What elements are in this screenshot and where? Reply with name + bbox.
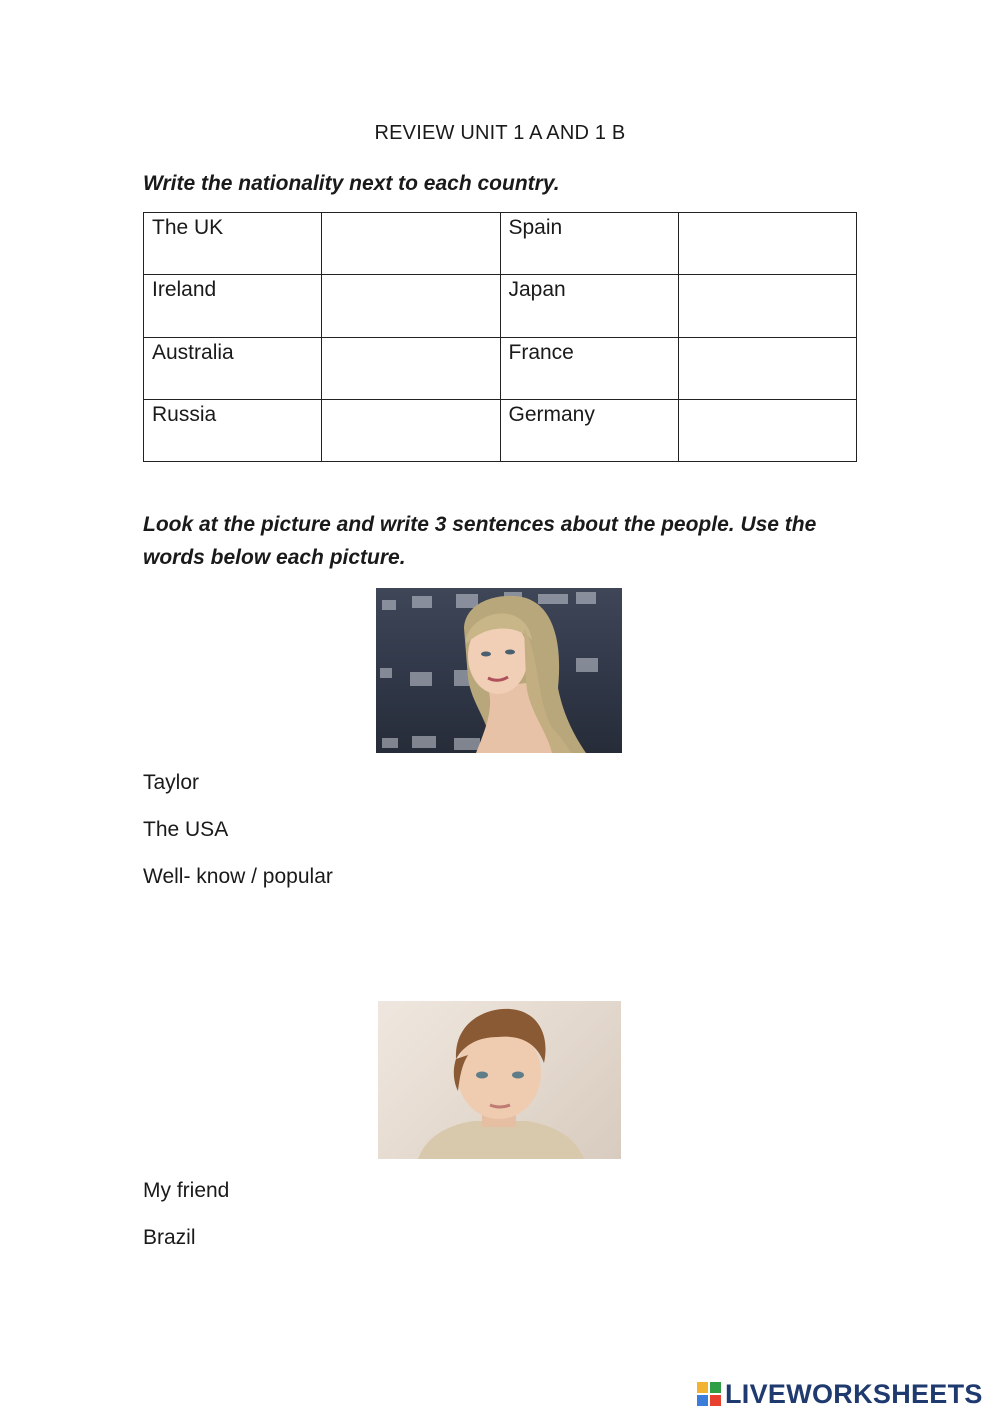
photo-taylor [376,588,622,753]
answer-cell[interactable] [678,337,856,399]
answer-cell[interactable] [322,213,500,275]
answer-cell[interactable] [322,399,500,461]
country-cell: Australia [144,337,322,399]
picture1-word: Well- know / popular [143,865,333,888]
woman-portrait-image [376,588,622,753]
worksheet-title: REVIEW UNIT 1 A AND 1 B [374,122,626,144]
country-cell: Russia [144,399,322,461]
answer-cell[interactable] [322,275,500,337]
answer-cell[interactable] [678,399,856,461]
table-row [144,337,857,399]
liveworksheets-mark-icon [697,1382,721,1406]
boy-portrait-image [378,1001,621,1159]
table-row [144,275,857,337]
nationality-table [143,212,857,462]
photo-friend [378,1001,621,1159]
country-cell: The UK [144,213,322,275]
instruction-sentences: Look at the picture and write 3 sentences about the people. Use the words below each picture. [143,513,817,569]
picture2-word: My friend [143,1179,230,1202]
picture1-word: The USA [143,818,229,841]
picture2-word: Brazil [143,1226,196,1249]
country-cell: France [500,337,678,399]
country-cell: Japan [500,275,678,337]
table-row [144,213,857,275]
liveworksheets-logo [697,1378,983,1410]
brand-name: LIVEWORKSHEETS [725,1378,983,1409]
answer-cell[interactable] [678,275,856,337]
answer-cell[interactable] [678,213,856,275]
answer-cell[interactable] [322,337,500,399]
country-cell: Spain [500,213,678,275]
instruction-nationality: Write the nationality next to each country. [143,172,560,195]
table-row [144,399,857,461]
picture1-word: Taylor [143,771,200,794]
country-cell: Germany [500,399,678,461]
country-cell: Ireland [144,275,322,337]
